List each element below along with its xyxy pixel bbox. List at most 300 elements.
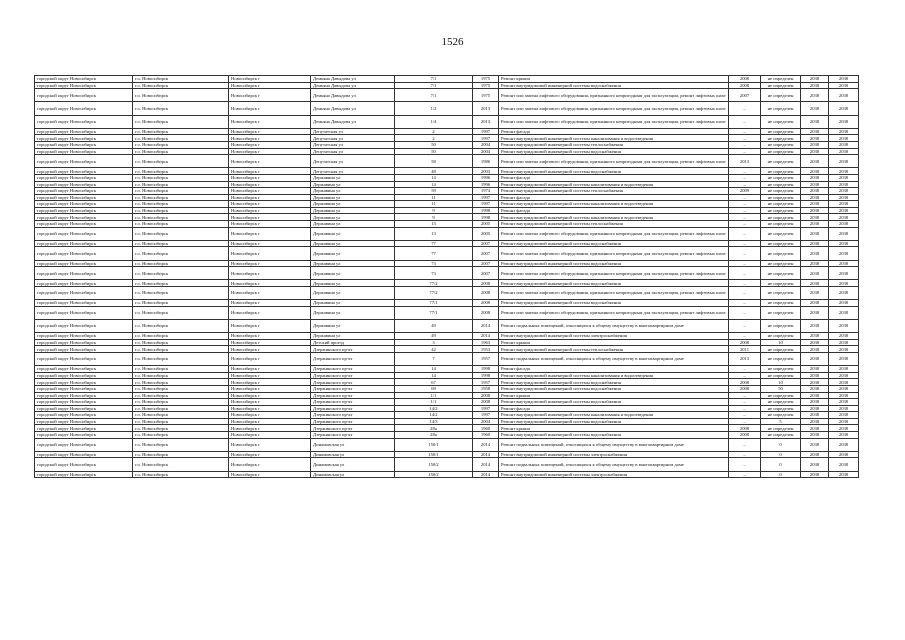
district-cell: г.о. Новосибирск — [133, 82, 229, 89]
wear-cell: 5 — [761, 418, 801, 425]
work-type-cell: Ремонт внутридомовой инженерной системы водоснабжения — [499, 418, 729, 425]
plan-start-cell: 2038 — [801, 471, 829, 478]
city-cell: Новосибирск г — [229, 385, 311, 392]
plan-end-cell: 2038 — [829, 451, 859, 458]
wear-cell: не определен — [761, 115, 801, 128]
street-cell: Дзержинского пр-кт — [311, 425, 395, 432]
build-year-cell: 2007 — [473, 260, 499, 267]
district-cell: г.о. Новосибирск — [133, 392, 229, 399]
wear-cell: не определен — [761, 240, 801, 247]
prior-repair-year-cell: 2013 — [729, 352, 761, 365]
city-cell: Новосибирск г — [229, 168, 311, 175]
district-cell: г.о. Новосибирск — [133, 247, 229, 260]
plan-start-cell: 2038 — [801, 451, 829, 458]
table-row — [35, 438, 859, 451]
municipality-cell: городской округ Новосибирск — [35, 267, 133, 280]
wear-cell: не определен — [761, 168, 801, 175]
house-number-cell: 49 — [395, 319, 473, 332]
prior-repair-year-cell: – — [729, 221, 761, 228]
table-row — [35, 115, 859, 128]
build-year-cell: 2007 — [473, 247, 499, 260]
wear-cell: не определен — [761, 399, 801, 406]
municipality-cell: городской округ Новосибирск — [35, 346, 133, 353]
work-type-cell: Ремонт внутридомовой инженерной системы канализования и водоотведения — [499, 214, 729, 221]
street-cell: Депутатская ул — [311, 155, 395, 168]
table-row — [35, 385, 859, 392]
build-year-cell: 2005 — [473, 227, 499, 240]
prior-repair-year-cell: 2008 — [729, 379, 761, 386]
build-year-cell: 2004 — [473, 141, 499, 148]
house-number-cell: 13 — [395, 221, 473, 228]
plan-start-cell: 2038 — [801, 188, 829, 195]
municipality-cell: городской округ Новосибирск — [35, 181, 133, 188]
city-cell: Новосибирск г — [229, 148, 311, 155]
table-row — [35, 425, 859, 432]
city-cell: Новосибирск г — [229, 260, 311, 267]
prior-repair-year-cell: – — [729, 405, 761, 412]
house-number-cell: 49 — [395, 333, 473, 340]
prior-repair-year-cell: – — [729, 438, 761, 451]
street-cell: Дзержинского пр-кт — [311, 418, 395, 425]
prior-repair-year-cell: – — [729, 366, 761, 373]
municipality-cell: городской округ Новосибирск — [35, 425, 133, 432]
street-cell: Дзержинского пр-кт — [311, 412, 395, 419]
district-cell: г.о. Новосибирск — [133, 379, 229, 386]
plan-end-cell: 2038 — [829, 155, 859, 168]
city-cell: Новосибирск г — [229, 425, 311, 432]
build-year-cell: 1960 — [473, 425, 499, 432]
municipality-cell: городской округ Новосибирск — [35, 366, 133, 373]
table-row — [35, 102, 859, 115]
street-cell: Дзержинского пр-кт — [311, 392, 395, 399]
city-cell: Новосибирск г — [229, 458, 311, 471]
wear-cell: не определен — [761, 372, 801, 379]
build-year-cell: 1997 — [473, 412, 499, 419]
prior-repair-year-cell: – — [729, 115, 761, 128]
build-year-cell: 2013 — [473, 115, 499, 128]
plan-end-cell: 2038 — [829, 227, 859, 240]
municipality-cell: городской округ Новосибирск — [35, 188, 133, 195]
work-type-cell: Ремонт внутридомовой инженерной системы водоснабжения — [499, 399, 729, 406]
district-cell: г.о. Новосибирск — [133, 451, 229, 458]
plan-end-cell: 2038 — [829, 418, 859, 425]
city-cell: Новосибирск г — [229, 135, 311, 142]
street-cell: Дзержинского пр-кт — [311, 379, 395, 386]
work-type-cell: Ремонт фасада — [499, 207, 729, 214]
table-row — [35, 392, 859, 399]
house-number-cell: 67 — [395, 379, 473, 386]
house-number-cell: 7/1 — [395, 82, 473, 89]
city-cell: Новосибирск г — [229, 438, 311, 451]
district-cell: г.о. Новосибирск — [133, 287, 229, 300]
street-cell: Державина ул — [311, 306, 395, 319]
work-type-cell: Ремонт фасада — [499, 174, 729, 181]
plan-end-cell: 2038 — [829, 128, 859, 135]
build-year-cell: 1975 — [473, 89, 499, 102]
house-number-cell: 13 — [395, 227, 473, 240]
house-number-cell: 2 — [395, 128, 473, 135]
house-number-cell: 14/2 — [395, 405, 473, 412]
wear-cell: не определен — [761, 141, 801, 148]
work-type-cell: Ремонт подвальных помещений, относящихся к общему имуществу в многоквартирном доме — [499, 458, 729, 471]
work-type-cell: Ремонт или замена лифтового оборудования, признанного непригодным для эксплуатации, ремонт лифтовых шахт — [499, 102, 729, 115]
city-cell: Новосибирск г — [229, 287, 311, 300]
prior-repair-year-cell: – — [729, 306, 761, 319]
plan-end-cell: 2038 — [829, 432, 859, 439]
district-cell: г.о. Новосибирск — [133, 141, 229, 148]
work-type-cell: Ремонт или замена лифтового оборудования, признанного непригодным для эксплуатации, ремонт лифтовых шахт — [499, 227, 729, 240]
work-type-cell: Ремонт крыши — [499, 392, 729, 399]
district-cell: г.о. Новосибирск — [133, 418, 229, 425]
plan-end-cell: 2038 — [829, 300, 859, 307]
municipality-cell: городской округ Новосибирск — [35, 141, 133, 148]
house-number-cell: 77/1 — [395, 300, 473, 307]
plan-end-cell: 2038 — [829, 181, 859, 188]
municipality-cell: городской округ Новосибирск — [35, 168, 133, 175]
wear-cell: не определен — [761, 319, 801, 332]
prior-repair-year-cell: – — [729, 181, 761, 188]
municipality-cell: городской округ Новосибирск — [35, 412, 133, 419]
plan-start-cell: 2038 — [801, 352, 829, 365]
work-type-cell: Ремонт внутридомовой инженерной системы водоснабжения — [499, 260, 729, 267]
table-row — [35, 418, 859, 425]
plan-end-cell: 2038 — [829, 280, 859, 287]
work-type-cell: Ремонт внутридомовой инженерной системы водоснабжения — [499, 379, 729, 386]
district-cell: г.о. Новосибирск — [133, 221, 229, 228]
plan-end-cell: 2038 — [829, 405, 859, 412]
build-year-cell: 1998 — [473, 366, 499, 373]
work-type-cell: Ремонт или замена лифтового оборудования, признанного непригодным для эксплуатации, ремонт лифтовых шахт — [499, 306, 729, 319]
plan-end-cell: 2038 — [829, 135, 859, 142]
municipality-cell: городской округ Новосибирск — [35, 247, 133, 260]
municipality-cell: городской округ Новосибирск — [35, 451, 133, 458]
house-number-cell: 7/1 — [395, 76, 473, 83]
prior-repair-year-cell: – — [729, 174, 761, 181]
plan-start-cell: 2038 — [801, 155, 829, 168]
prior-repair-year-cell: – — [729, 280, 761, 287]
build-year-cell: 2008 — [473, 392, 499, 399]
work-type-cell: Ремонт или замена лифтового оборудования, признанного непригодным для эксплуатации, ремонт лифтовых шахт — [499, 155, 729, 168]
wear-cell: не определен — [761, 174, 801, 181]
municipality-cell: городской округ Новосибирск — [35, 418, 133, 425]
house-number-cell: 150/2 — [395, 458, 473, 471]
plan-start-cell: 2038 — [801, 379, 829, 386]
build-year-cell: 2008 — [473, 280, 499, 287]
street-cell: Демьяна Давыдова ул — [311, 102, 395, 115]
district-cell: г.о. Новосибирск — [133, 214, 229, 221]
plan-end-cell: 2038 — [829, 319, 859, 332]
wear-cell: не определен — [761, 333, 801, 340]
city-cell: Новосибирск г — [229, 366, 311, 373]
wear-cell: не определен — [761, 194, 801, 201]
prior-repair-year-cell: 2008 — [729, 385, 761, 392]
prior-repair-year-cell: – — [729, 300, 761, 307]
table-row — [35, 214, 859, 221]
house-number-cell: 42 — [395, 346, 473, 353]
wear-cell: 0 — [761, 458, 801, 471]
municipality-cell: городской округ Новосибирск — [35, 260, 133, 267]
wear-cell: не определен — [761, 392, 801, 399]
plan-end-cell: 2038 — [829, 372, 859, 379]
build-year-cell: 2014 — [473, 471, 499, 478]
plan-start-cell: 2038 — [801, 82, 829, 89]
district-cell: г.о. Новосибирск — [133, 412, 229, 419]
build-year-cell: 1996 — [473, 181, 499, 188]
work-type-cell: Ремонт фасада — [499, 194, 729, 201]
municipality-cell: городской округ Новосибирск — [35, 287, 133, 300]
prior-repair-year-cell: – — [729, 319, 761, 332]
work-type-cell: Ремонт крыши — [499, 76, 729, 83]
plan-start-cell: 2038 — [801, 319, 829, 332]
build-year-cell: 2014 — [473, 458, 499, 471]
prior-repair-year-cell: 2013 — [729, 155, 761, 168]
plan-start-cell: 2038 — [801, 194, 829, 201]
district-cell: г.о. Новосибирск — [133, 267, 229, 280]
street-cell: Депутатская ул — [311, 148, 395, 155]
work-type-cell: Ремонт или замена лифтового оборудования, признанного непригодным для эксплуатации, ремонт лифтовых шахт — [499, 247, 729, 260]
work-type-cell: Ремонт внутридомовой инженерной системы канализования и водоотведения — [499, 412, 729, 419]
street-cell: Державина ул — [311, 287, 395, 300]
prior-repair-year-cell: – — [729, 451, 761, 458]
build-year-cell: 2008 — [473, 306, 499, 319]
build-year-cell: 2005 — [473, 221, 499, 228]
city-cell: Новосибирск г — [229, 82, 311, 89]
house-number-cell: 73 — [395, 260, 473, 267]
district-cell: г.о. Новосибирск — [133, 346, 229, 353]
work-type-cell: Ремонт внутридомовой инженерной системы теплоснабжения — [499, 141, 729, 148]
street-cell: Державина ул — [311, 221, 395, 228]
build-year-cell: 1960 — [473, 432, 499, 439]
table-row — [35, 201, 859, 208]
build-year-cell: 1975 — [473, 76, 499, 83]
table-row — [35, 240, 859, 247]
prior-repair-year-cell: – — [729, 207, 761, 214]
house-number-cell: 77 — [395, 247, 473, 260]
city-cell: Новосибирск г — [229, 399, 311, 406]
wear-cell: не определен — [761, 306, 801, 319]
work-type-cell: Ремонт внутридомовой инженерной системы канализования и водоотведения — [499, 181, 729, 188]
plan-end-cell: 2038 — [829, 89, 859, 102]
municipality-cell: городской округ Новосибирск — [35, 221, 133, 228]
plan-end-cell: 2038 — [829, 240, 859, 247]
municipality-cell: городской округ Новосибирск — [35, 300, 133, 307]
district-cell: г.о. Новосибирск — [133, 155, 229, 168]
wear-cell: 10 — [761, 339, 801, 346]
work-type-cell: Ремонт внутридомовой инженерной системы водоснабжения — [499, 280, 729, 287]
work-type-cell: Ремонт подвальных помещений, относящихся к общему имуществу в многоквартирном доме — [499, 352, 729, 365]
work-type-cell: Ремонт фасада — [499, 128, 729, 135]
street-cell: Демьяна Давыдова ул — [311, 82, 395, 89]
table-row — [35, 181, 859, 188]
table-row — [35, 247, 859, 260]
work-type-cell: Ремонт внутридомовой инженерной системы водоснабжения — [499, 148, 729, 155]
municipality-cell: городской округ Новосибирск — [35, 379, 133, 386]
prior-repair-year-cell: – — [729, 141, 761, 148]
plan-start-cell: 2038 — [801, 227, 829, 240]
district-cell: г.о. Новосибирск — [133, 128, 229, 135]
street-cell: Дзержинского пр-кт — [311, 405, 395, 412]
build-year-cell: 1997 — [473, 405, 499, 412]
plan-end-cell: 2038 — [829, 102, 859, 115]
prior-repair-year-cell: – — [729, 458, 761, 471]
plan-start-cell: 2038 — [801, 76, 829, 83]
city-cell: Новосибирск г — [229, 267, 311, 280]
plan-start-cell: 2038 — [801, 174, 829, 181]
prior-repair-year-cell: 2008 — [729, 76, 761, 83]
table-row — [35, 89, 859, 102]
prior-repair-year-cell: – — [729, 135, 761, 142]
prior-repair-year-cell: – — [729, 260, 761, 267]
city-cell: Новосибирск г — [229, 207, 311, 214]
house-number-cell: 14 — [395, 372, 473, 379]
plan-end-cell: 2038 — [829, 174, 859, 181]
street-cell: Державина ул — [311, 181, 395, 188]
wear-cell: не определен — [761, 267, 801, 280]
plan-start-cell: 2038 — [801, 333, 829, 340]
house-number-cell: 150/2 — [395, 471, 473, 478]
capital-repair-register-table — [34, 75, 859, 478]
city-cell: Новосибирск г — [229, 128, 311, 135]
district-cell: г.о. Новосибирск — [133, 168, 229, 175]
plan-start-cell: 2038 — [801, 392, 829, 399]
municipality-cell: городской округ Новосибирск — [35, 214, 133, 221]
plan-start-cell: 2038 — [801, 458, 829, 471]
city-cell: Новосибирск г — [229, 76, 311, 83]
city-cell: Новосибирск г — [229, 333, 311, 340]
table-row — [35, 168, 859, 175]
plan-end-cell: 2038 — [829, 458, 859, 471]
district-cell: г.о. Новосибирск — [133, 339, 229, 346]
district-cell: г.о. Новосибирск — [133, 352, 229, 365]
plan-end-cell: 2038 — [829, 267, 859, 280]
work-type-cell: Ремонт подвальных помещений, относящихся к общему имуществу в многоквартирном доме — [499, 438, 729, 451]
street-cell: Дзержинского пр-кт — [311, 346, 395, 353]
municipality-cell: городской округ Новосибирск — [35, 319, 133, 332]
wear-cell: не определен — [761, 102, 801, 115]
city-cell: Новосибирск г — [229, 300, 311, 307]
street-cell: Динамовская ул — [311, 438, 395, 451]
district-cell: г.о. Новосибирск — [133, 201, 229, 208]
wear-cell: не определен — [761, 287, 801, 300]
street-cell: Дзержинского пр-кт — [311, 372, 395, 379]
table-row — [35, 412, 859, 419]
plan-start-cell: 2038 — [801, 425, 829, 432]
street-cell: Державина ул — [311, 194, 395, 201]
prior-repair-year-cell: – — [729, 214, 761, 221]
build-year-cell: 1963 — [473, 339, 499, 346]
plan-end-cell: 2038 — [829, 247, 859, 260]
table-row — [35, 260, 859, 267]
street-cell: Державина ул — [311, 300, 395, 307]
district-cell: г.о. Новосибирск — [133, 181, 229, 188]
street-cell: Державина ул — [311, 207, 395, 214]
plan-end-cell: 2038 — [829, 188, 859, 195]
house-number-cell: 150/1 — [395, 438, 473, 451]
plan-end-cell: 2038 — [829, 82, 859, 89]
plan-end-cell: 2038 — [829, 168, 859, 175]
wear-cell: не определен — [761, 214, 801, 221]
table-row — [35, 82, 859, 89]
table-row — [35, 148, 859, 155]
street-cell: Дзержинского пр-кт — [311, 399, 395, 406]
plan-start-cell: 2038 — [801, 221, 829, 228]
municipality-cell: городской округ Новосибирск — [35, 148, 133, 155]
street-cell: Дзержинского пр-кт — [311, 385, 395, 392]
build-year-cell: 1974 — [473, 188, 499, 195]
municipality-cell: городской округ Новосибирск — [35, 227, 133, 240]
work-type-cell: Ремонт крыши — [499, 339, 729, 346]
plan-start-cell: 2038 — [801, 372, 829, 379]
plan-end-cell: 2038 — [829, 333, 859, 340]
district-cell: г.о. Новосибирск — [133, 405, 229, 412]
street-cell: Державина ул — [311, 319, 395, 332]
wear-cell: 50 — [761, 385, 801, 392]
district-cell: г.о. Новосибирск — [133, 240, 229, 247]
table-row — [35, 174, 859, 181]
prior-repair-year-cell: – — [729, 102, 761, 115]
city-cell: Новосибирск г — [229, 201, 311, 208]
work-type-cell: Ремонт фасада — [499, 366, 729, 373]
build-year-cell: 2014 — [473, 451, 499, 458]
build-year-cell: 2014 — [473, 333, 499, 340]
table-row — [35, 352, 859, 365]
municipality-cell: городской округ Новосибирск — [35, 89, 133, 102]
municipality-cell: городской округ Новосибирск — [35, 333, 133, 340]
wear-cell: не определен — [761, 155, 801, 168]
prior-repair-year-cell: – — [729, 412, 761, 419]
house-number-cell: 14 — [395, 366, 473, 373]
wear-cell: 0 — [761, 438, 801, 451]
build-year-cell: 2008 — [473, 287, 499, 300]
municipality-cell: городской округ Новосибирск — [35, 240, 133, 247]
municipality-cell: городской округ Новосибирск — [35, 339, 133, 346]
plan-start-cell: 2038 — [801, 346, 829, 353]
wear-cell: не определен — [761, 247, 801, 260]
plan-start-cell: 2038 — [801, 89, 829, 102]
district-cell: г.о. Новосибирск — [133, 280, 229, 287]
plan-start-cell: 2038 — [801, 141, 829, 148]
house-number-cell: 1/1 — [395, 399, 473, 406]
wear-cell: не определен — [761, 181, 801, 188]
wear-cell: не определен — [761, 201, 801, 208]
city-cell: Новосибирск г — [229, 89, 311, 102]
prior-repair-year-cell: – — [729, 227, 761, 240]
wear-cell: не определен — [761, 352, 801, 365]
municipality-cell: городской округ Новосибирск — [35, 385, 133, 392]
plan-start-cell: 2038 — [801, 260, 829, 267]
district-cell: г.о. Новосибирск — [133, 174, 229, 181]
build-year-cell: 2004 — [473, 418, 499, 425]
district-cell: г.о. Новосибирск — [133, 399, 229, 406]
district-cell: г.о. Новосибирск — [133, 89, 229, 102]
district-cell: г.о. Новосибирск — [133, 306, 229, 319]
work-type-cell: Ремонт или замена лифтового оборудования, признанного непригодным для эксплуатации, ремонт лифтовых шахт — [499, 115, 729, 128]
table-row — [35, 267, 859, 280]
house-number-cell: 77/1 — [395, 306, 473, 319]
street-cell: Демьяна Давыдова ул — [311, 76, 395, 83]
plan-start-cell: 2038 — [801, 438, 829, 451]
city-cell: Новосибирск г — [229, 379, 311, 386]
house-number-cell: 11 — [395, 201, 473, 208]
work-type-cell: Ремонт внутридомовой инженерной системы водоснабжения — [499, 168, 729, 175]
street-cell: Державина ул — [311, 267, 395, 280]
municipality-cell: городской округ Новосибирск — [35, 102, 133, 115]
work-type-cell: Ремонт внутридомовой инженерной системы теплоснабжения — [499, 221, 729, 228]
plan-end-cell: 2038 — [829, 207, 859, 214]
district-cell: г.о. Новосибирск — [133, 227, 229, 240]
district-cell: г.о. Новосибирск — [133, 300, 229, 307]
work-type-cell: Ремонт внутридомовой инженерной системы электроснабжения — [499, 451, 729, 458]
